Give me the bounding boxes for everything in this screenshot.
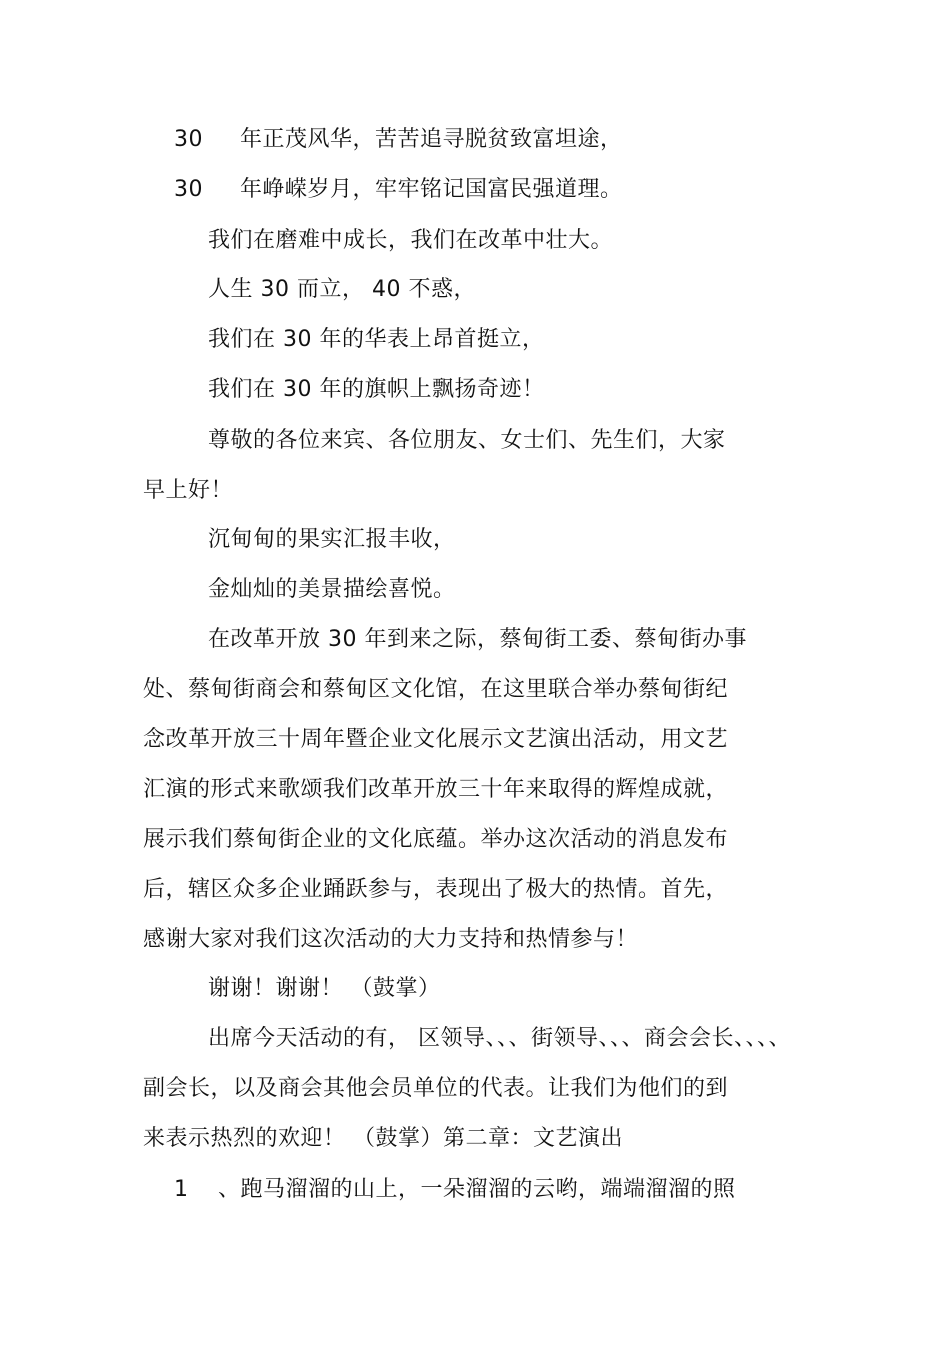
paragraph-line: 在改革开放 30 年到来之际，蔡甸街工委、蔡甸街办事	[208, 627, 747, 652]
paragraph-line: 出席今天活动的有， 区领导、、、街领导、、、商会会长、、、、	[208, 1026, 791, 1051]
poem-line-2	[174, 175, 623, 205]
line-text: 年正茂风华，苦苦追寻脱贫致富坦途，	[240, 127, 623, 152]
paragraph-line: 处、蔡甸街商会和蔡甸区文化馆，在这里联合举办蔡甸街纪	[143, 677, 729, 702]
paragraph-line: 人生 30 而立， 40 不惑，	[208, 277, 476, 302]
paragraph-line: 尊敬的各位来宾、各位朋友、女士们、先生们，大家	[208, 428, 726, 453]
paragraph-line: 后，辖区众多企业踊跃参与，表现出了极大的热情。首先，	[143, 877, 729, 902]
paragraph-line: 谢谢！谢谢！ （鼓掌）	[208, 976, 441, 1001]
line-number: 30	[174, 177, 203, 202]
paragraph-line: 来表示热烈的欢迎！ （鼓掌）第二章：文艺演出	[143, 1126, 623, 1151]
paragraph-line: 感谢大家对我们这次活动的大力支持和热情参与！	[143, 927, 639, 952]
line-text: 年峥嵘岁月，牢牢铭记国富民强道理。	[240, 177, 623, 202]
paragraph-line: 汇演的形式来歌颂我们改革开放三十年来取得的辉煌成就，	[143, 777, 729, 802]
list-item-1	[174, 1175, 736, 1205]
poem-line-1	[174, 125, 623, 155]
paragraph-line: 我们在磨难中成长，我们在改革中壮大。	[208, 228, 614, 253]
paragraph-line: 沉甸甸的果实汇报丰收，	[208, 527, 456, 552]
paragraph-line: 我们在 30 年的华表上昂首挺立，	[208, 327, 545, 352]
paragraph-line: 我们在 30 年的旗帜上飘扬奇迹！	[208, 377, 545, 402]
paragraph-line: 副会长，以及商会其他会员单位的代表。让我们为他们的到	[143, 1076, 729, 1101]
paragraph-line: 早上好！	[143, 478, 234, 503]
paragraph-line: 展示我们蔡甸街企业的文化底蕴。举办这次活动的消息发布	[143, 827, 729, 852]
list-item-text: 、跑马溜溜的山上，一朵溜溜的云哟，端端溜溜的照	[218, 1177, 736, 1202]
paragraph-line: 念改革开放三十周年暨企业文化展示文艺演出活动，用文艺	[143, 727, 729, 752]
paragraph-line: 金灿灿的美景描绘喜悦。	[208, 577, 456, 602]
list-number: 1	[174, 1177, 189, 1202]
line-number: 30	[174, 127, 203, 152]
